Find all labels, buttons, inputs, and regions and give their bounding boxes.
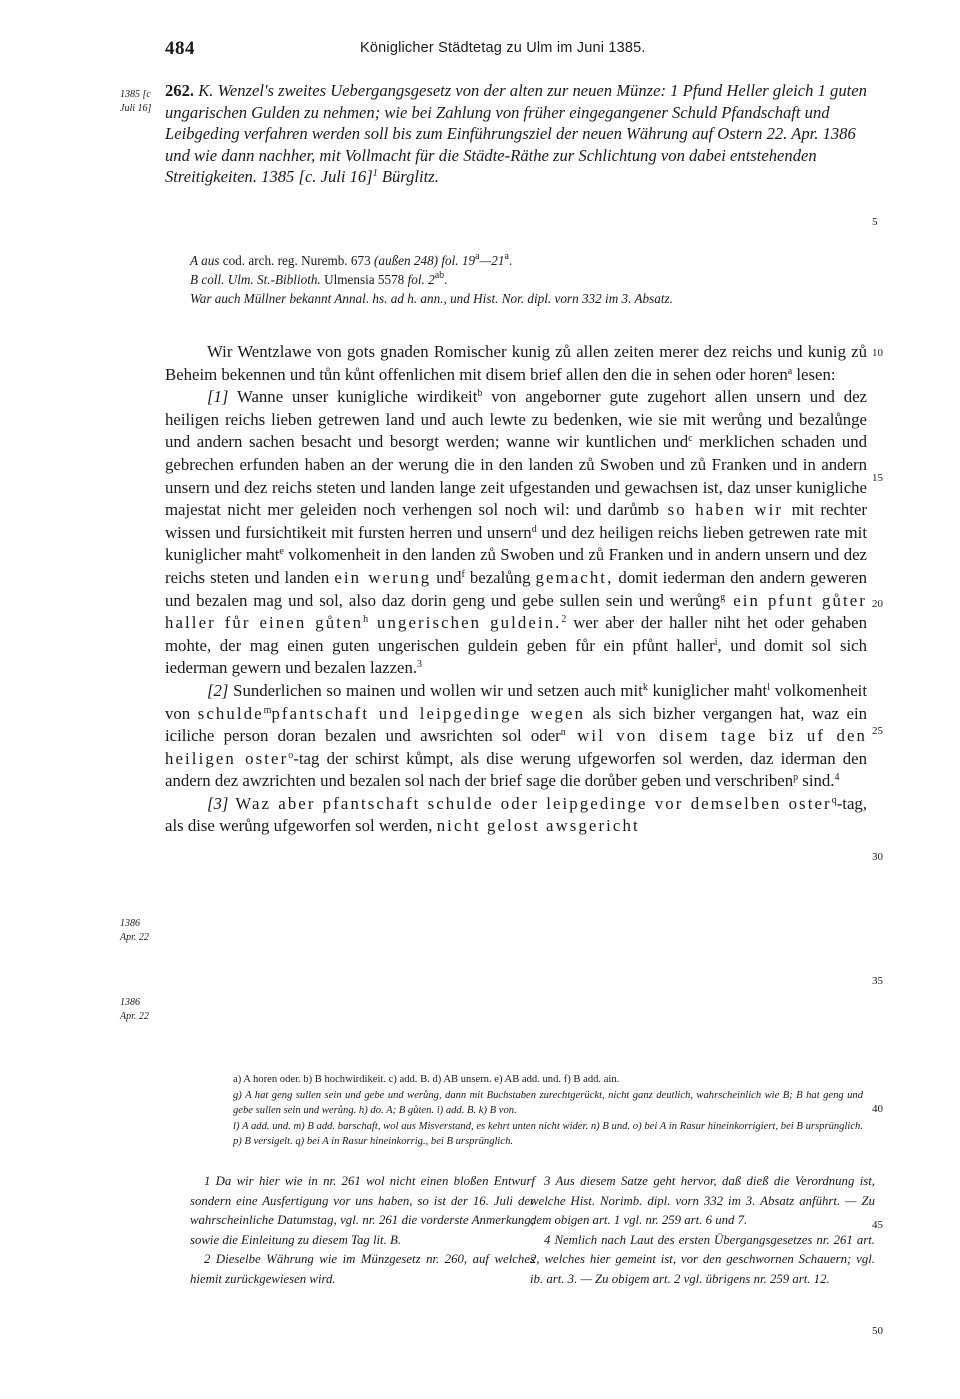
line-number: 30 xyxy=(872,851,883,863)
line-number: 35 xyxy=(872,975,883,987)
margin-date-a xyxy=(120,917,149,945)
paragraph-article-2: [2] Sunderlichen so mainen und wollen wir und setzen auch mit$^k$ kuniglicher maht$^l$ volkomenheit von schulde$^m$pfantschaft und leipgedinge wegen als sich bizher vergangen hat, waz ein iciliche person doran bezalen und awsrichten sol oder$^n$ wil von disem tage biz uf den heiligen oster$^o$-tag der schirst kůmpt, als dise werung ufgeworfen sol werden, daz iderman den andern dez awzrichten und bezalen sol nach der brief sage die dorůber geben und verschriben$^p$ sind.$^4$ xyxy=(165,680,867,791)
variant-line: g) A hat geng sullen sein und gebe und werůng, dann mit Buchstaben zurechtgerückt, nicht ganz deutlich, wahrscheinlich wie B; B hat geng und gebe sullen sein und werůng. h) do. A; B gůten. i) add. B. k) B von. xyxy=(233,1089,863,1117)
article-number: [1] xyxy=(207,387,229,407)
line-number: 50 xyxy=(872,1325,883,1337)
running-title: Königlicher Städtetag zu Ulm im Juni 1385. xyxy=(360,40,646,56)
line-number: 45 xyxy=(872,1219,883,1231)
document-heading xyxy=(165,80,867,188)
margin-date-a-day: Apr. 22 xyxy=(120,932,149,943)
variant-line: a) A horen oder. b) B hochwirdikeit. c) add. B. d) AB unsern. e) AB add. und. f) B add. ain. xyxy=(233,1074,620,1085)
footnote-ref: 4 xyxy=(834,772,840,784)
source-a: A aus cod. arch. reg. Nuremb. 673 (außen 248) fol. 19$^a$—21$^a$. xyxy=(190,251,513,268)
source-list xyxy=(190,252,880,308)
source-b: B coll. Ulm. St.-Biblioth. Ulmensia 5578 fol. $2^{ab}$. xyxy=(190,269,448,287)
margin-date-day: Juli 16] xyxy=(120,103,152,114)
paragraph-intro: Wir Wentzlawe von gots gnaden Romischer kunig zů allen zeiten merer dez reichs und kunig zů Beheim bekennen und tůn kůnt offenlichen mit disem brief allen den die in sehen oder horen$^a$ lesen: xyxy=(165,342,867,384)
footnote-ref: 3 xyxy=(417,659,423,671)
line-number: 10 xyxy=(872,347,883,359)
document-body xyxy=(165,341,867,838)
footnote-ref: 2 xyxy=(561,614,567,626)
source-note: War auch Müllner bekannt Annal. hs. ad h. ann., und Hist. Nor. dipl. vorn 332 im 3. Absatz. xyxy=(190,290,673,306)
line-number: 20 xyxy=(872,598,883,610)
line-number: 25 xyxy=(872,725,883,737)
margin-date-b xyxy=(120,996,149,1024)
variant-readings xyxy=(233,1072,863,1150)
article-number: [3] xyxy=(207,793,229,813)
margin-date-b-year: 1386 xyxy=(120,997,140,1008)
variant-line: l) A add. und. m) B add. barschaft, wol aus Misverstand, es kehrt unten nicht wider. n) B und. o) bei A in Rasur hineinkorrigiert, bei B ursprünglich. p) B versigelt. q) bei A in Rasur hineinkorrig., bei B ursprünglich. xyxy=(233,1120,863,1148)
footnote-4: 4 Nemlich nach Laut des ersten Übergangsgesetzes nr. 261 art. 2, welches hier gemeint ist, vor den geschwornen Schauern; vgl. ib. art. 3. — Zu obigem art. 2 vgl. übrigens nr. 259 art. 12. xyxy=(530,1232,875,1286)
footnote-ref: 1 xyxy=(372,168,378,180)
paragraph-article-1: [1] Wanne unser kunigliche wirdikeit$^b$ von angeborner gute zugehort allen unsern und dez heiligen reichs lieben getrewen land und auch lewte zu bedenken, wie sie mit werůng und bezalůnge und andern sachen besacht und besorgt werden; wanne wir kuntlichen und$^c$ merklichen schaden und gebrechen erfunden haben an der werung die in den landen zů Swoben und zů Franken und in andern unsern und dez reichs steten und landen lange zeit ufgestanden und gewachsen ist, daz unser kunigliche majestat nicht mer geleiden noch verhengen sol noch wil: und darůmb so haben wir mit rechter wissen und fursichtikeit mit fursten herren und unsern$^d$ und dez heiligen reichs lieben getrewen rate mit kuniglicher maht$^e$ volkomenheit in den landen zů Swoben und zů Franken und in andern unsern und dez reichs steten und landen ein werung und$^f$ bezalůng gemacht, domit iederman den andern geweren und bezalen mag und sol, also daz dorin geng und gebe sullen sein und werůng$^g$ ein pfunt gůter haller fůr einen gůten$^h$ ungerischen guldein.$^2$ wer aber der haller niht het oder gehaben mohte, der mag einen guten ungerischen guldein geben fůr ein pfůnt haller$^i$, und domit sol sich iederman gewern und bezalen lazzen.$^3$ xyxy=(165,387,867,678)
paragraph-article-3: [3] Waz aber pfantschaft schulde oder leipgedinge vor demselben oster$^q$-tag, als dise werůng ufgeworfen sol werden, nicht gelost awsgericht xyxy=(165,793,867,836)
issue-place: Bürglitz. xyxy=(381,167,439,187)
footnote-1: 1 Da wir hier wie in nr. 261 wol nicht einen bloßen Entwurf sondern eine Ausfertigung vor uns haben, so ist der 16. Juli der wahrscheinliche Datumstag, vgl. nr. 261 die vorderste Anmerkung; sowie die Einleitung zu diesem Tag lit. B. xyxy=(190,1174,535,1247)
page-header xyxy=(165,38,865,62)
line-number: 40 xyxy=(872,1103,883,1115)
footnotes-right-column xyxy=(530,1172,875,1290)
footnote-2: 2 Dieselbe Währung wie im Münzgesetz nr. 260, auf welches hiemit zurückgewiesen wird. xyxy=(190,1252,535,1286)
footnote-3: 3 Aus diesem Satze geht hervor, daß dieß die Verordnung ist, welche Hist. Norimb. dipl. vorn 332 im 3. Absatz anführt. — Zu dem obigen art. 1 vgl. nr. 259 art. 6 und 7. xyxy=(530,1174,875,1228)
page-number: 484 xyxy=(165,38,195,59)
footnotes-left-column xyxy=(190,1172,535,1290)
margin-date-entry xyxy=(120,88,151,116)
margin-date-b-day: Apr. 22 xyxy=(120,1011,149,1022)
margin-date-a-year: 1386 xyxy=(120,918,140,929)
document-number: 262. xyxy=(165,81,195,100)
document-summary: K. Wenzel's zweites Uebergangsgesetz von der alten zur neuen Münze: 1 Pfund Heller gleich 1 guten ungarischen Gulden zu nehmen; wie bei Zahlung von früher eingegangener Schuld Pfandschaft und Leibgeding verfahren werden soll bis zum Einführungsziel der neuen Währung auf Ostern 22. Apr. 1386 und wie dann nachher, mit Vollmacht für die Städte-Räthe zur Schlichtung von dabei entstehenden Streitigkeiten. 1385 [c. Juli 16] xyxy=(165,81,867,187)
article-number: [2] xyxy=(207,680,229,700)
margin-date-year: 1385 [c xyxy=(120,89,151,100)
line-number: 15 xyxy=(872,472,883,484)
line-number: 5 xyxy=(872,216,878,228)
